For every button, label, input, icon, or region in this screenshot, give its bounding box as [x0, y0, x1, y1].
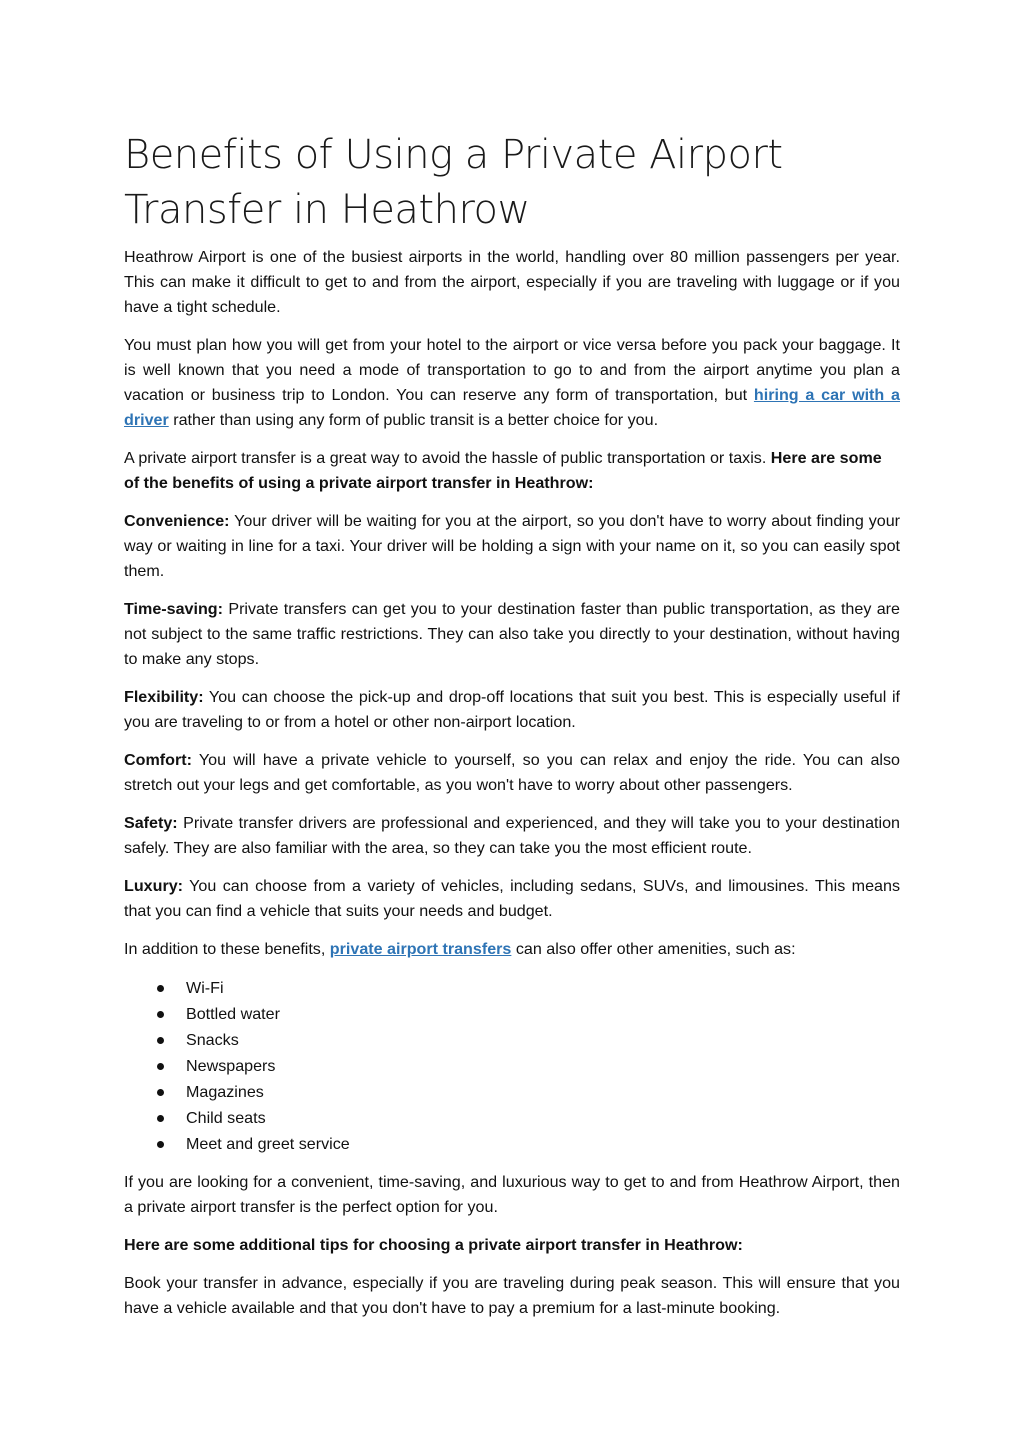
- benefit-label: Flexibility:: [124, 688, 204, 706]
- benefit-paragraph: [124, 874, 900, 924]
- list-item: [124, 1027, 900, 1053]
- list-item: [124, 1079, 900, 1105]
- amenities-intro-before: In addition to these benefits,: [124, 940, 330, 958]
- bullet-icon: [157, 985, 164, 992]
- benefit-label: Safety:: [124, 814, 178, 832]
- hiring-car-link[interactable]: hiring a car with a driver: [124, 386, 900, 429]
- lead-paragraph: [124, 446, 900, 496]
- list-item-text: Meet and greet service: [186, 1135, 350, 1153]
- amenities-intro-paragraph: [124, 937, 900, 962]
- bullet-icon: [157, 1115, 164, 1122]
- benefit-paragraph: [124, 748, 900, 798]
- benefit-label: Convenience:: [124, 512, 230, 530]
- list-item-text: Snacks: [186, 1031, 239, 1049]
- page-title: Benefits of Using a Private Airport Transfer in Heathrow: [124, 132, 783, 233]
- bullet-icon: [157, 1011, 164, 1018]
- bullet-icon: [157, 1037, 164, 1044]
- tips-heading: [124, 1233, 900, 1258]
- benefit-paragraph: [124, 509, 900, 584]
- benefit-text: Private transfers can get you to your destination faster than public transportation, as they are not subject to the same traffic restrictions. They can also take you directly to your destination, without having to make any stops.: [124, 600, 900, 668]
- benefit-label: Time-saving:: [124, 600, 223, 618]
- benefit-label: Comfort:: [124, 751, 192, 769]
- amenities-list: [124, 975, 900, 1157]
- benefit-text: You can choose the pick-up and drop-off locations that suit you best. This is especially useful if you are traveling to or from a hotel or other non-airport location.: [124, 688, 900, 731]
- list-item: [124, 975, 900, 1001]
- intro-paragraph: Heathrow Airport is one of the busiest airports in the world, handling over 80 million passengers per year. This can make it difficult to get to and from the airport, especially if you are traveling with luggage or if you have a tight schedule.: [124, 248, 900, 316]
- plan-text-before: You must plan how you will get from your hotel to the airport or vice versa before you pack your baggage. It is well known that you need a mode of transportation to go to and from the airport anytime you plan a vacation or business trip to London. You can reserve any form of transportation, but: [124, 336, 900, 404]
- benefit-paragraph: [124, 685, 900, 735]
- list-item: [124, 1131, 900, 1157]
- benefit-text: You can choose from a variety of vehicles, including sedans, SUVs, and limousines. This means that you can find a vehicle that suits your needs and budget.: [124, 877, 900, 920]
- bullet-icon: [157, 1141, 164, 1148]
- list-item-text: Wi-Fi: [186, 979, 224, 997]
- plan-paragraph: [124, 333, 900, 433]
- tip-paragraph: Book your transfer in advance, especially if you are traveling during peak season. This will ensure that you have a vehicle available and that you don't have to pay a premium for a last-minute booking.: [124, 1274, 900, 1317]
- plan-text-after: rather than using any form of public transit is a better choice for you.: [168, 411, 659, 429]
- amenities-intro-after: can also offer other amenities, such as:: [511, 940, 796, 958]
- list-item-text: Child seats: [186, 1109, 266, 1127]
- list-item: [124, 1053, 900, 1079]
- conclusion-paragraph: If you are looking for a convenient, time-saving, and luxurious way to get to and from Heathrow Airport, then a private airport transfer is the perfect option for you.: [124, 1173, 900, 1216]
- lead-text: A private airport transfer is a great way to avoid the hassle of public transportation or taxis.: [124, 449, 771, 467]
- private-airport-transfers-link[interactable]: private airport transfers: [329, 940, 512, 958]
- list-item-text: Magazines: [186, 1083, 264, 1101]
- list-item-text: Bottled water: [186, 1005, 280, 1023]
- list-item: [124, 1001, 900, 1027]
- bullet-icon: [157, 1089, 164, 1096]
- benefit-label: Luxury:: [124, 877, 184, 895]
- benefit-text: Your driver will be waiting for you at the airport, so you don't have to worry about finding your way or waiting in line for a taxi. Your driver will be holding a sign with your name on it, so you can easily spot them.: [124, 512, 900, 580]
- tips-heading-text: Here are some additional tips for choosing a private airport transfer in Heathrow:: [124, 1236, 743, 1254]
- list-item-text: Newspapers: [186, 1057, 276, 1075]
- benefit-text: Private transfer drivers are professional and experienced, and they will take you to your destination safely. They are also familiar with the area, so they can take you the most efficient route.: [124, 814, 900, 857]
- lead-bold-text: Here are some of the benefits of using a private airport transfer in Heathrow:: [124, 449, 882, 492]
- bullet-icon: [157, 1063, 164, 1070]
- benefit-paragraph: [124, 811, 900, 861]
- benefit-paragraph: [124, 597, 900, 672]
- benefit-text: You will have a private vehicle to yourself, so you can relax and enjoy the ride. You can also stretch out your legs and get comfortable, as you won't have to worry about other passengers.: [124, 751, 900, 794]
- document-page: [124, 128, 900, 1334]
- list-item: [124, 1105, 900, 1131]
